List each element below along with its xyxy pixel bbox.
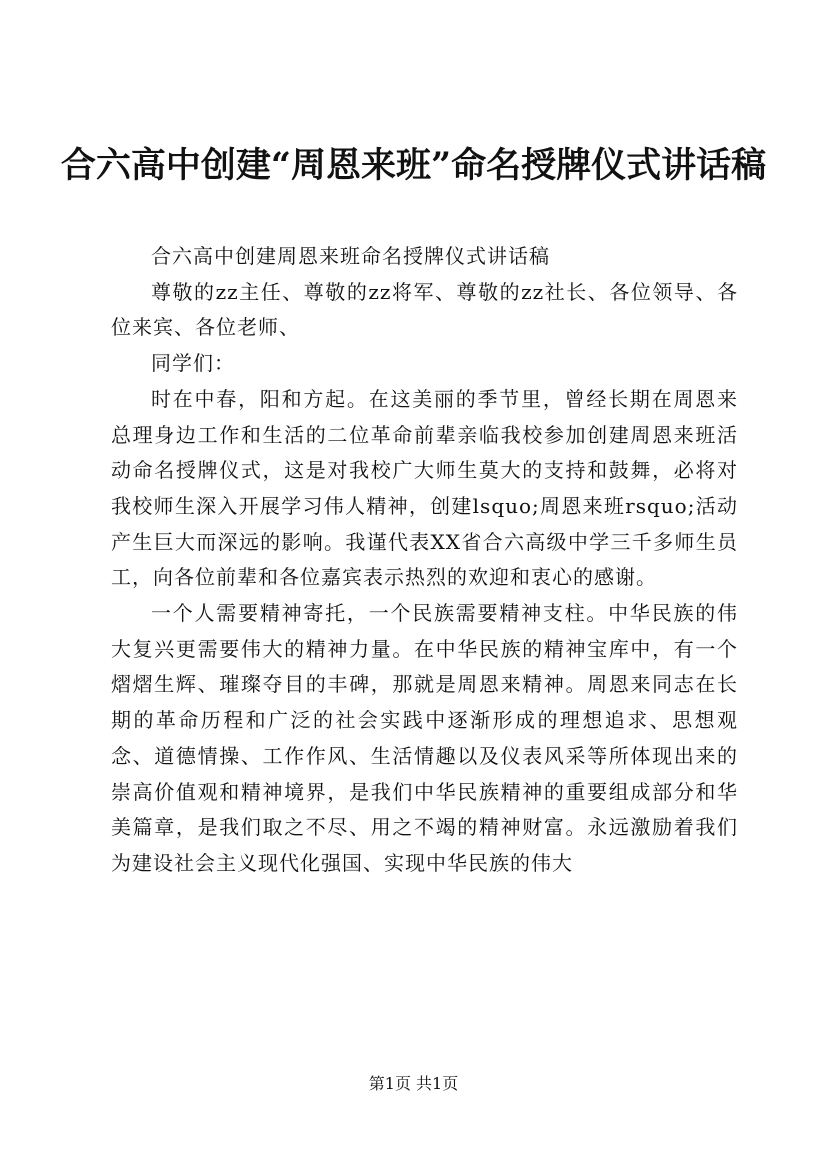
paragraph-welcome: 时在中春，阳和方起。在这美丽的季节里，曾经长期在周恩来总理身边工作和生活的二位革命前辈亲临我校参加创建周恩来班活动命名授牌仪式，这是对我校广大师生莫大的支持和鼓舞，必将对我校师生深入开展学习伟人精神，创建lsquo;周恩来班rsquo;活动产生巨大而深远的影响。我谨代表XX省合六高级中学三千多师生员工，向各位前辈和各位嘉宾表示热烈的欢迎和衷心的感谢。 — [111, 386, 738, 590]
page-indicator: 第1页 共1页 — [368, 1074, 459, 1093]
paragraph-salutation-students: 同学们： — [151, 351, 235, 376]
paragraph-subtitle: 合六高中创建周恩来班命名授牌仪式讲话稿 — [151, 244, 550, 268]
paragraph-spirit: 一个人需要精神寄托，一个民族需要精神支柱。中华民族的伟大复兴更需要伟大的精神力量。在中华民族的精神宝库中，有一个熠熠生辉、璀璨夺目的丰碑，那就是周恩来精神。周恩来同志在长期的革命历程和广泛的社会实践中逐渐形成的理想追求、思想观念、道德情操、工作作风、生活情趣以及仪表风采等所体现出来的崇高价值观和精神境界，是我们中华民族精神的重要组成部分和华美篇章，是我们取之不尽、用之不竭的精神财富。永远激励着我们为建设社会主义现代化强国、实现中华民族的伟大 — [111, 601, 738, 875]
document-body — [111, 239, 738, 882]
paragraph-salutation: 尊敬的zz主任、尊敬的zz将军、尊敬的zz社长、各位领导、各位来宾、各位老师、 — [111, 279, 738, 340]
document-title: 合六高中创建“周恩来班”命名授牌仪式讲话稿 — [60, 145, 767, 186]
